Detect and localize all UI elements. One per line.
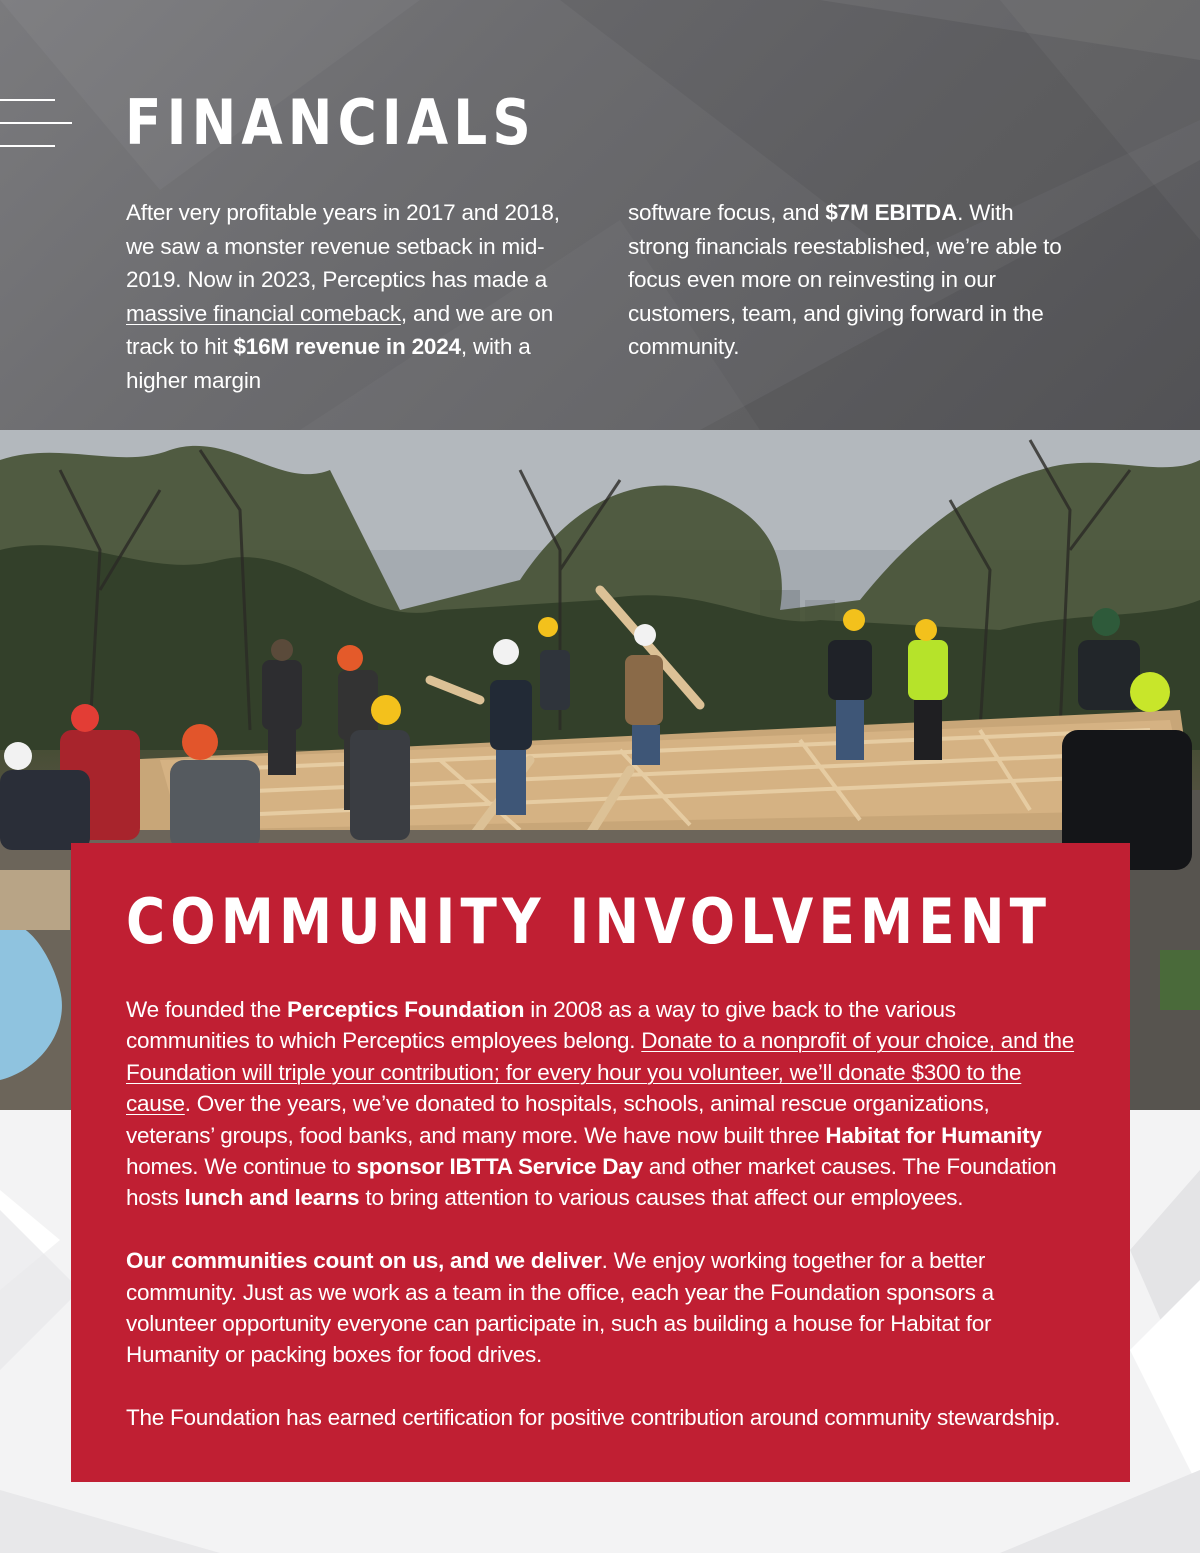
financials-column-1: After very profitable years in 2017 and 2018, we saw a monster revenue setback in mid-2019. Now in 2023, Perceptics has made a massive financial comeback, and we are on track to hit $16M revenue in 2024, with a higher margin — [126, 200, 560, 393]
community-paragraph-3: The Foundation has earned certification for positive contribution around community stewardship. — [126, 1405, 1061, 1431]
community-paragraph-1: We founded the Perceptics Foundation in 2008 as a way to give back to the various communities to which Perceptics employees belong. Donate to a nonprofit of your choice, and the Foundation will triple your contribution; for every hour you volunteer, we’ll donate $300 to the cause. Over the years, we’ve donated to hospitals, schools, animal rescue organizations, veterans’ groups, food banks, and many more. We have now built three Habitat for Humanity homes. We continue to sponsor IBTTA Service Day and other market causes. The Foundation hosts lunch and learns to bring attention to various causes that affect our employees. — [126, 997, 1075, 1211]
community-body — [126, 994, 1076, 1465]
financials-title: FINANCIALS — [125, 86, 536, 159]
community-involvement-card — [71, 843, 1130, 1482]
donation-match-link[interactable]: Donate to a nonprofit of your choice, and the Foundation will triple your contribution; for every hour you volunteer, we’ll donate $300 to the cause — [126, 1028, 1075, 1117]
financials-column-2: software focus, and $7M EBITDA. With strong financials reestablished, we’re able to focus even more on reinvesting in our customers, team, and giving forward in the community. — [628, 200, 1062, 359]
menu-lines-icon — [0, 99, 72, 149]
community-paragraph-2: Our communities count on us, and we deliver. We enjoy working together for a better community. Just as we work as a team in the office, each year the Foundation sponsors a volunteer opportunity everyone can participate in, such as building a house for Habitat for Humanity or packing boxes for food drives. — [126, 1248, 994, 1368]
community-title: COMMUNITY INVOLVEMENT — [126, 885, 1052, 958]
financial-comeback-link[interactable]: massive financial comeback — [126, 300, 401, 326]
financials-section — [0, 0, 1200, 430]
